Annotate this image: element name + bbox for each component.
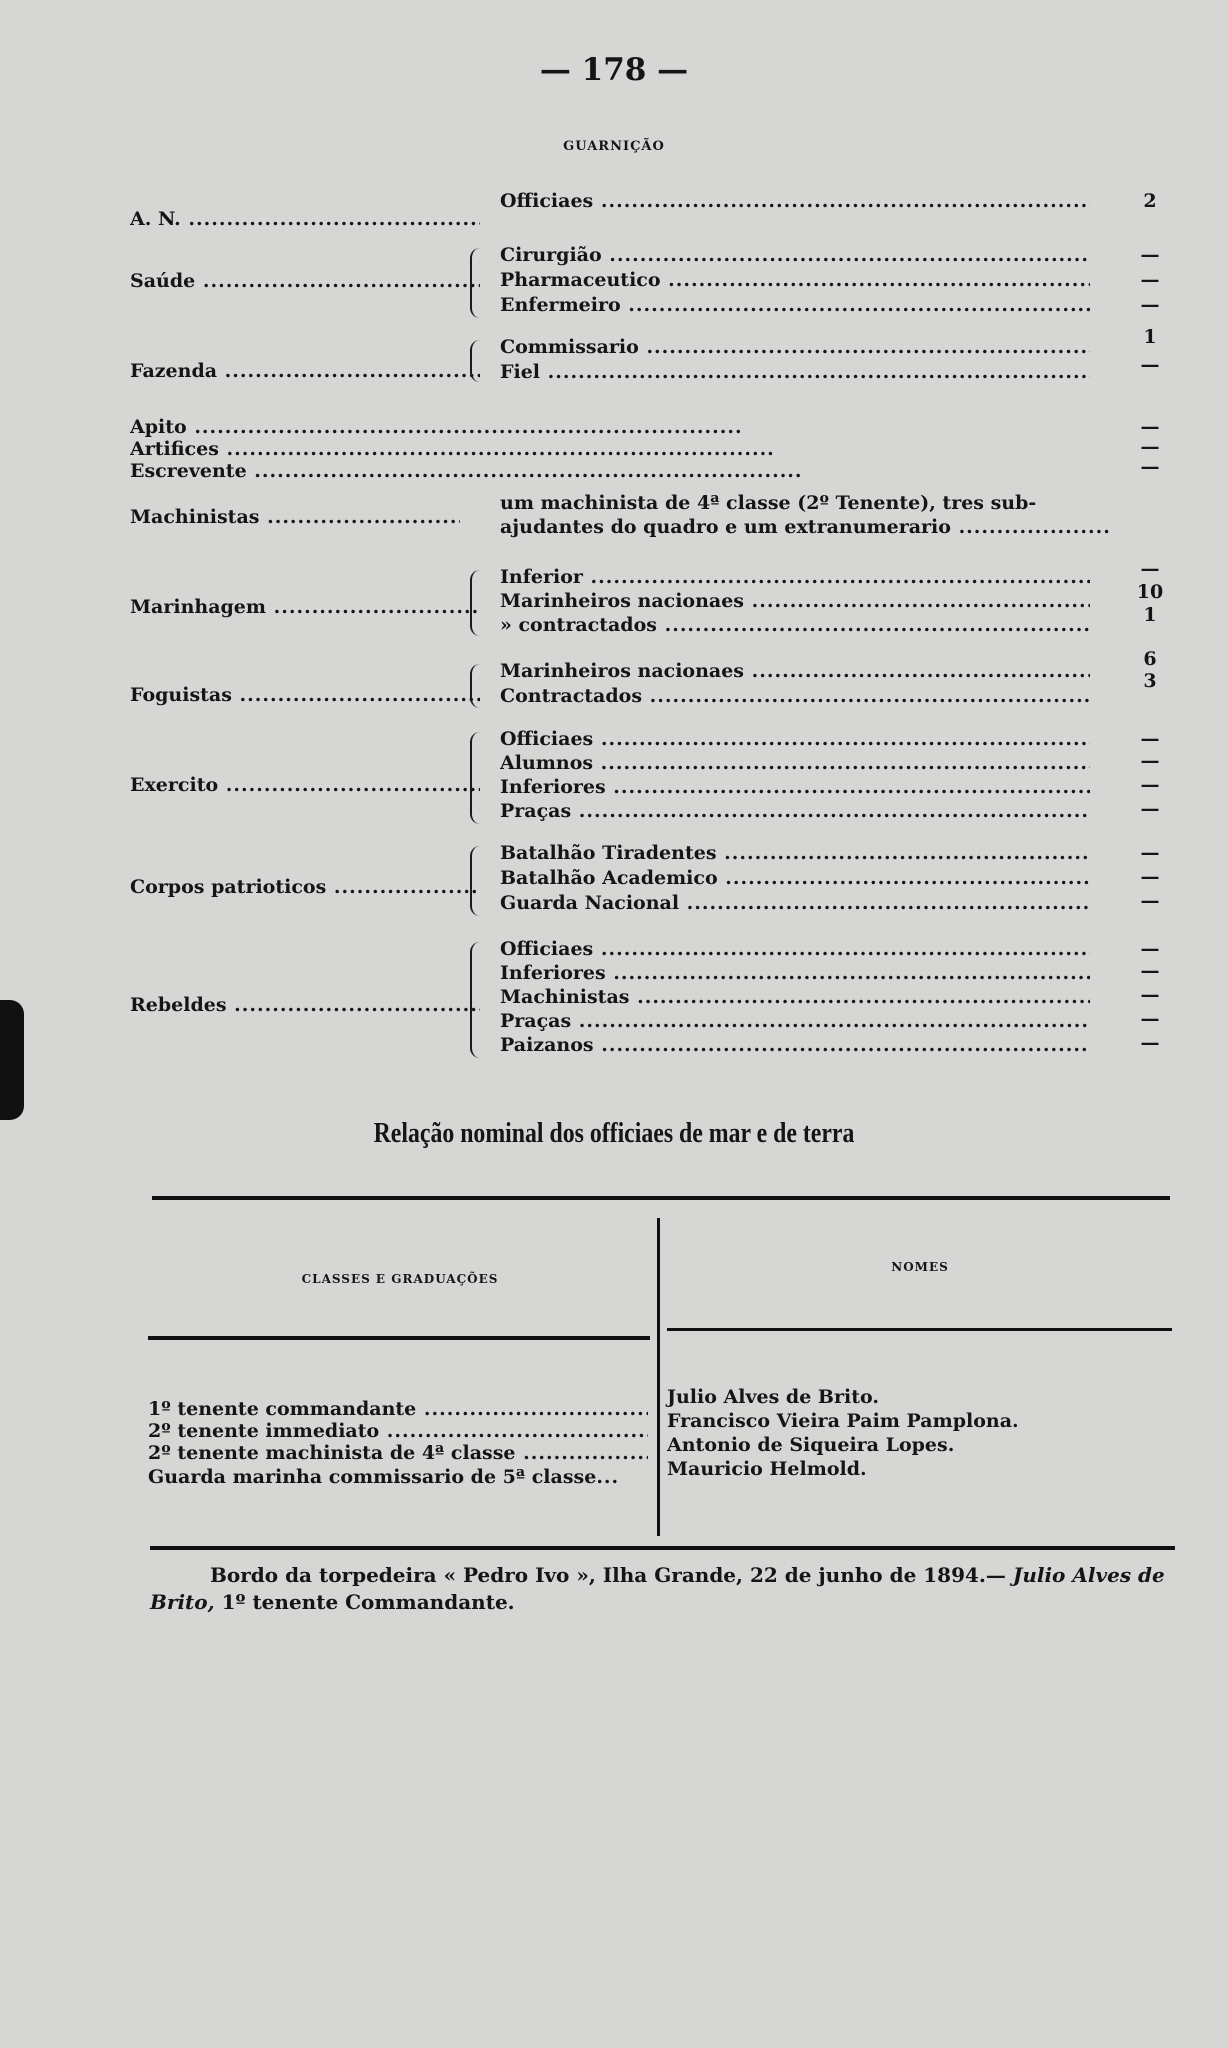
item-value: — [1140, 750, 1160, 772]
item-value: — [1140, 436, 1160, 458]
item-value: — [1140, 456, 1160, 478]
table-row-classe: Guarda marinha commissario de 5ª classe ... [148, 1466, 648, 1488]
item-value: — [1140, 294, 1160, 316]
category-label: Foguistas ..... [130, 684, 480, 706]
header-rule-left [148, 1336, 650, 1340]
item-value: 1 [1143, 604, 1157, 626]
item-value: — [1140, 890, 1160, 912]
item-label: Inferior ..... [500, 566, 1090, 588]
footer-rank: 1º tenente Commandante. [221, 1590, 515, 1614]
section-heading: GUARNIÇÃO [563, 139, 665, 154]
item-value: 3 [1143, 670, 1157, 692]
item-value: 1 [1143, 326, 1157, 348]
item-label: Officiaes ..... [500, 728, 1090, 750]
machinistas-line2: ajudantes do quadro e um extranumerario ..... [500, 516, 1110, 538]
brace [470, 664, 484, 708]
category-label: Corpos patrioticos ..... [130, 876, 480, 898]
item-value: — [1140, 1008, 1160, 1030]
item-value: 2 [1143, 190, 1157, 212]
category-label: Saúde ..... [130, 270, 480, 292]
table-row-classe: 2º tenente immediato ..... [148, 1420, 648, 1442]
item-value: — [1140, 842, 1160, 864]
brace [470, 248, 484, 318]
table-row-nome: Julio Alves de Brito. [667, 1386, 879, 1408]
brace [470, 340, 484, 382]
item-label: Officiaes ..... [500, 938, 1090, 960]
item-value: — [1140, 416, 1160, 438]
item-label: Fiel ..... [500, 361, 1090, 383]
item-value: — [1140, 558, 1160, 580]
brace [470, 942, 484, 1058]
table-row-classe: 2º tenente machinista de 4ª classe ..... [148, 1442, 648, 1464]
scan-smudge [0, 1000, 24, 1120]
item-label: Batalhão Academico ..... [500, 867, 1090, 889]
item-value: — [1140, 1032, 1160, 1054]
table-row-nome: Mauricio Helmold. [667, 1458, 867, 1480]
item-label: Pharmaceutico ..... [500, 269, 1090, 291]
item-label: Guarda Nacional ..... [500, 892, 1090, 914]
category-label: Fazenda ..... [130, 360, 480, 382]
brace [470, 846, 484, 916]
table-row-nome: Francisco Vieira Paim Pamplona. [667, 1410, 1019, 1432]
item-label: Machinistas ..... [500, 986, 1090, 1008]
item-value: — [1140, 244, 1160, 266]
item-label: Inferiores ..... [500, 776, 1090, 798]
footer-note [150, 1562, 1180, 1616]
footer-signature: Julio Alves de Brito, [150, 1563, 1165, 1614]
item-label: Commissario ..... [500, 336, 1090, 358]
table-bottom-rule [150, 1546, 1175, 1550]
item-label: Alumnos ..... [500, 752, 1090, 774]
item-label: Marinheiros nacionaes ..... [500, 590, 1090, 612]
category-label: Artifices ..... [130, 438, 1090, 460]
machinistas-line1: um machinista de 4ª classe (2º Tenente), tres sub- [500, 492, 1037, 514]
item-value: — [1140, 269, 1160, 291]
item-label: Praças ..... [500, 800, 1090, 822]
column-header-classes: CLASSES E GRADUAÇÕES [301, 1272, 499, 1286]
item-label: Cirurgião ..... [500, 244, 1090, 266]
item-value: 10 [1136, 581, 1164, 603]
table-top-rule [152, 1196, 1170, 1200]
table-column-divider [657, 1218, 660, 1536]
item-label: Praças ..... [500, 1010, 1090, 1032]
table-row-nome: Antonio de Siqueira Lopes. [667, 1434, 955, 1456]
item-label: Marinheiros nacionaes ..... [500, 660, 1090, 682]
item-value: — [1140, 938, 1160, 960]
category-label: Rebeldes ..... [130, 994, 480, 1016]
footer-text: Bordo da torpedeira « Pedro Ivo », Ilha Grande, 22 de junho de 1894.— [210, 1563, 1006, 1587]
category-label: Exercito ..... [130, 774, 480, 796]
category-label: Machinistas ..... [130, 506, 460, 528]
brace [470, 570, 484, 636]
item-value: — [1140, 774, 1160, 796]
category-label: Marinhagem ..... [130, 596, 480, 618]
category-label: Apito ..... [130, 416, 1090, 438]
item-label: Contractados ..... [500, 685, 1090, 707]
item-label: Batalhão Tiradentes ..... [500, 842, 1090, 864]
item-value: — [1140, 728, 1160, 750]
item-label: Inferiores ..... [500, 962, 1090, 984]
item-value: — [1140, 798, 1160, 820]
relacao-title: Relação nominal dos officiaes de mar e de terra [373, 1118, 855, 1149]
category-label: A. N. ..... [130, 208, 480, 230]
item-label: Enfermeiro ..... [500, 294, 1090, 316]
item-value: 6 [1143, 648, 1157, 670]
header-rule-right [667, 1328, 1172, 1331]
item-value: — [1140, 984, 1160, 1006]
item-label: » contractados ..... [500, 614, 1090, 636]
item-value: — [1140, 866, 1160, 888]
column-header-nomes: NOMES [891, 1260, 949, 1274]
brace [470, 732, 484, 824]
category-label: Escrevente ..... [130, 460, 1090, 482]
page-number: — 178 — [539, 52, 689, 88]
item-label: Paizanos ..... [500, 1034, 1090, 1056]
item-label: Officiaes ..... [500, 190, 1090, 212]
table-row-classe: 1º tenente commandante ..... [148, 1398, 648, 1420]
item-value: — [1140, 354, 1160, 376]
item-value: — [1140, 960, 1160, 982]
